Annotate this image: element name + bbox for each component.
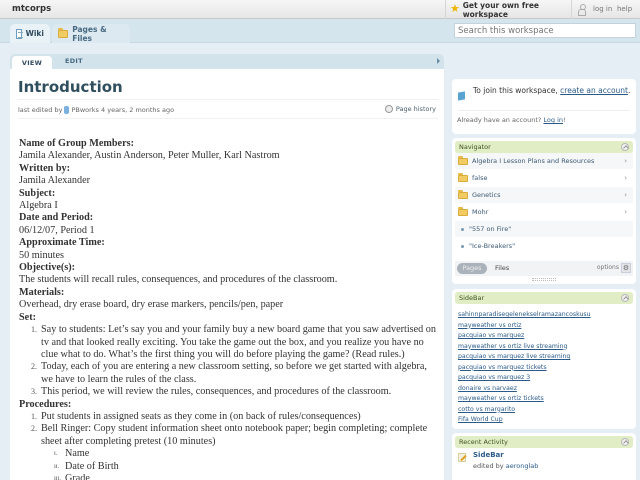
sidebar-link[interactable]: pacquiao vs marquez xyxy=(458,332,525,339)
join-workspace-box xyxy=(452,79,636,134)
tab-pages-files[interactable] xyxy=(52,24,130,43)
already-text: Already have an account? xyxy=(457,116,542,124)
nav-folder-label: Mohr xyxy=(472,208,489,216)
tab-pages-files-label: Pages & Files xyxy=(72,24,107,43)
create-account-link[interactable]: create an account xyxy=(560,86,628,95)
folder-icon xyxy=(458,175,468,182)
group-members: Jamila Alexander, Austin Anderson, Peter Muller, Karl Nastrom xyxy=(19,150,280,162)
heading-subject: Subject: xyxy=(19,187,56,199)
procedure-item xyxy=(19,411,439,423)
sidebar-header xyxy=(455,292,633,304)
sidebar-link[interactable]: pacquiao vs marquez 3 xyxy=(458,374,531,381)
sidebar-title: SideBar xyxy=(459,294,485,302)
heading-materials: Materials: xyxy=(19,286,65,298)
heading-date: Date and Period: xyxy=(19,212,94,224)
sub-item-text: Date of Birth xyxy=(65,460,119,472)
tab-view[interactable]: VIEW xyxy=(12,56,52,69)
workspace-name[interactable]: mtcorps xyxy=(12,4,52,14)
procedure-item-text: Put students in assigned seats as they come in (on back of rules/consequences) xyxy=(41,410,361,422)
nav-folder-label: Genetics xyxy=(472,191,501,199)
activity-user[interactable]: aeronglab xyxy=(505,462,539,470)
sidebar-link[interactable]: mayweather vs ortiz xyxy=(458,321,522,329)
free-workspace-button[interactable] xyxy=(445,0,572,19)
set-item-text: This period, we will review the rules, consequences, and procedures of the classroom. xyxy=(41,386,392,398)
nav-folder-label: false xyxy=(472,174,488,182)
wiki-page-icon xyxy=(16,29,22,39)
nav-folder[interactable] xyxy=(455,153,633,170)
sidebar-box xyxy=(452,289,636,429)
materials: Overhead, dry erase board, dry erase markers, pencils/pen, paper xyxy=(19,299,284,311)
join-suffix: . xyxy=(627,86,631,95)
recent-activity-box xyxy=(452,433,636,480)
sidebar-link[interactable]: Fifa World Cup xyxy=(458,416,503,423)
nav-folder[interactable] xyxy=(455,187,633,204)
bullet-icon xyxy=(461,245,464,248)
sub-item xyxy=(19,448,439,460)
files-toggle[interactable]: Files xyxy=(495,264,510,272)
procedure-item xyxy=(19,423,439,448)
folder-icon xyxy=(458,192,468,199)
heading-procedures: Procedures: xyxy=(19,398,72,410)
list-number: 3. xyxy=(31,387,37,397)
written-by: Jamila Alexander xyxy=(19,175,91,187)
collapse-icon[interactable] xyxy=(621,294,629,302)
nav-folder[interactable] xyxy=(455,204,633,221)
last-edited-prefix: last edited by xyxy=(18,106,63,114)
activity-subtitle xyxy=(473,462,538,470)
set-item-text: Say to students: Let’s say you and your family buy a new board game that you saw advertised on tv and that looked really exciting. You take the game out the box, and you realize you have no clue what to do. What’s the first thing you will do before playing the game? (Read rules.) xyxy=(41,324,436,360)
list-number: ii. xyxy=(54,462,60,470)
join-text xyxy=(473,86,633,96)
nav-page-label: "Ice-Breakers" xyxy=(469,242,516,250)
content-panel xyxy=(10,69,444,480)
collapse-icon[interactable] xyxy=(621,438,629,446)
collapse-icon[interactable] xyxy=(621,143,629,151)
nav-page[interactable] xyxy=(455,238,633,255)
list-number: 1. xyxy=(31,325,37,335)
resize-grip[interactable] xyxy=(532,278,556,281)
free-workspace-label: Get your own free workspace xyxy=(462,0,540,19)
login-suffix: ! xyxy=(563,116,566,124)
last-edited-info xyxy=(18,106,174,114)
recent-activity-title: Recent Activity xyxy=(459,438,508,446)
navigator-box xyxy=(452,138,636,284)
navigator-header xyxy=(455,141,633,153)
chevron-right-icon: › xyxy=(624,174,627,182)
chevron-right-icon: › xyxy=(624,191,627,199)
list-number: iii. xyxy=(54,474,62,480)
chevron-right-icon: › xyxy=(624,157,627,165)
gear-icon[interactable]: ⚙ xyxy=(622,264,630,272)
objective: The students will recall rules, consequences, and procedures of the classroom. xyxy=(19,274,338,286)
nav-folder-label: Algebra I Lesson Plans and Resources xyxy=(472,157,595,165)
list-number: i. xyxy=(54,450,58,458)
folder-icon xyxy=(58,30,68,38)
already-account xyxy=(457,116,566,124)
navigator-title: Navigator xyxy=(459,143,491,151)
activity-prefix: edited by xyxy=(473,462,504,470)
sidebar-links xyxy=(452,304,636,426)
clock-icon xyxy=(385,105,393,113)
user-icon xyxy=(64,106,69,114)
list-number: 1. xyxy=(31,411,37,421)
sidebar-link[interactable]: sahinnparadisegelenekselramazancoskusu xyxy=(458,311,591,318)
procedure-item-text: Bell Ringer: Copy student information sheet onto notebook paper; begin completing; complete sheet after completing pretest (10 minutes) xyxy=(41,423,428,447)
page-history-link[interactable] xyxy=(385,105,436,113)
heading-time: Approximate Time: xyxy=(19,237,105,249)
last-edited-age: 4 years, 2 months ago xyxy=(101,106,175,114)
page-body xyxy=(19,138,439,480)
set-item-text: Today, each of you are entering a new classroom setting, so before we get started with algebra, we have to learn the rules of the class. xyxy=(41,361,427,385)
divider xyxy=(458,110,630,111)
expand-arrow-icon[interactable] xyxy=(437,58,440,64)
sub-item-text: Name xyxy=(65,448,90,460)
bullet-icon xyxy=(461,228,464,231)
navigator-footer xyxy=(455,261,633,276)
page-title: Introduction xyxy=(18,78,123,96)
help-link[interactable]: help xyxy=(617,5,633,13)
sub-item xyxy=(19,461,439,473)
edit-pencil-icon xyxy=(458,453,466,462)
tab-wiki[interactable] xyxy=(10,24,50,43)
set-item xyxy=(19,386,439,398)
nav-page[interactable] xyxy=(455,221,633,238)
search-input[interactable] xyxy=(454,23,636,38)
sub-item xyxy=(19,473,439,480)
set-item xyxy=(19,361,439,386)
page-history-label: Page history xyxy=(395,105,436,113)
login-link[interactable]: Log in xyxy=(543,116,564,124)
subject: Algebra I xyxy=(19,200,58,212)
chevron-right-icon: › xyxy=(624,208,627,216)
pages-toggle[interactable]: Pages xyxy=(457,263,487,274)
tab-edit[interactable]: EDIT xyxy=(65,57,83,65)
nav-page-label: "557 on Fire" xyxy=(469,225,512,233)
sidebar-link[interactable]: cotto vs margarito xyxy=(458,405,516,413)
join-prompt: To join this workspace, xyxy=(473,86,558,95)
sidebar-link[interactable]: donaire vs narvaez xyxy=(458,384,517,392)
list-number: 2. xyxy=(31,362,37,372)
options-link[interactable]: options xyxy=(596,264,619,271)
join-flag-icon xyxy=(458,91,465,100)
sub-item-text: Grade xyxy=(65,472,90,480)
heading-group-members: Name of Group Members: xyxy=(19,138,134,149)
list-number: 2. xyxy=(31,424,37,434)
divider xyxy=(18,118,438,119)
sidebar-link[interactable]: mayweather vs ortiz tickets xyxy=(458,395,544,402)
tab-wiki-label: Wiki xyxy=(25,29,44,38)
heading-set: Set: xyxy=(19,311,36,323)
last-edited-author[interactable]: PBworks xyxy=(71,106,99,114)
date-period: 06/12/07, Period 1 xyxy=(19,224,95,236)
user-icon xyxy=(578,4,586,15)
set-item xyxy=(19,324,439,361)
heading-objective: Objective(s): xyxy=(19,262,76,274)
login-link[interactable]: log in xyxy=(593,5,613,13)
nav-folder[interactable] xyxy=(455,170,633,187)
sidebar-link[interactable]: pacquiao vs marquez tickets xyxy=(458,363,547,371)
heading-written-by: Written by: xyxy=(19,162,71,174)
star-icon xyxy=(450,5,459,15)
top-bar xyxy=(0,0,640,19)
activity-title[interactable]: SideBar xyxy=(473,451,504,459)
folder-icon xyxy=(458,209,468,216)
approx-time: 50 minutes xyxy=(19,249,64,261)
recent-activity-header xyxy=(455,436,633,448)
page-mode-tabs xyxy=(10,54,444,69)
folder-icon xyxy=(458,158,468,165)
sidebar-link[interactable]: mayweather vs ortiz live streaming xyxy=(458,342,568,350)
sidebar-link[interactable]: pacquiao vs marquez live streaming xyxy=(458,353,571,360)
divider xyxy=(18,99,438,100)
